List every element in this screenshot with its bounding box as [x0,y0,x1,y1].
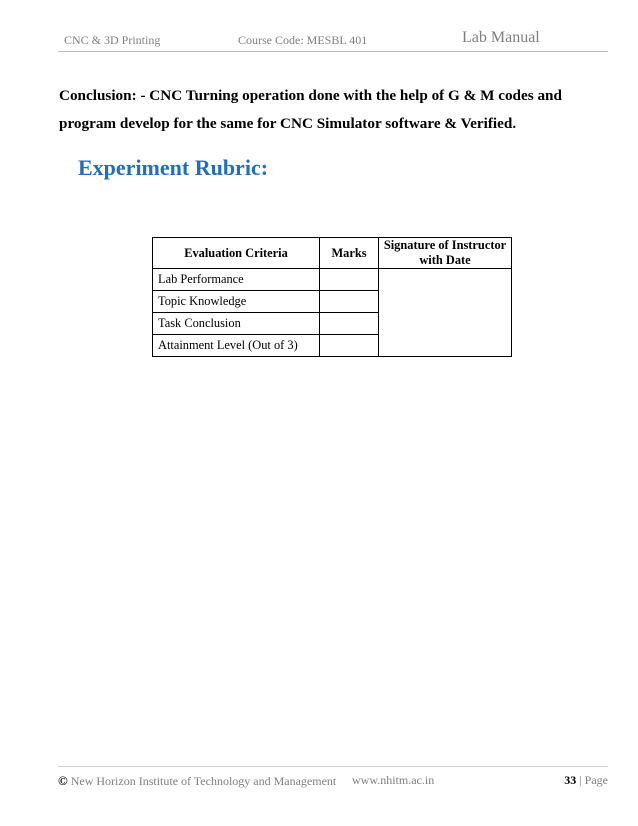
footer-website: www.nhitm.ac.in [352,773,435,787]
header-document-type: Lab Manual [462,29,540,46]
copyright-icon: © [58,773,68,788]
institute-name: New Horizon Institute of Technology and Management [70,774,337,788]
column-header-signature: Signature of Instructor with Date [379,238,512,269]
conclusion-text: Conclusion: - CNC Turning operation done with the help of G & M codes and program develop for the same for CNC Simulator software & Verified. [59,87,562,132]
criteria-cell: Lab Performance [153,269,320,291]
marks-cell [320,313,379,335]
marks-cell [320,291,379,313]
marks-cell [320,335,379,357]
header-course-code: Course Code: MESBL 401 [238,33,368,47]
rubric-heading: Experiment Rubric: [78,155,269,180]
criteria-cell: Topic Knowledge [153,291,320,313]
page-number: 33 [564,773,577,787]
column-header-marks: Marks [320,238,379,269]
criteria-cell: Attainment Level (Out of 3) [153,335,320,357]
marks-cell [320,269,379,291]
criteria-cell: Task Conclusion [153,313,320,335]
page-footer [58,766,608,795]
table-row [153,269,512,291]
column-header-criteria: Evaluation Criteria [153,238,320,269]
signature-cell [379,269,512,357]
footer-institute [58,773,336,789]
rubric-table [152,237,512,357]
footer-page [564,773,608,788]
page-header [58,29,608,52]
page-label: | Page [579,773,608,787]
header-subject: CNC & 3D Printing [64,33,161,47]
table-header-row [153,238,512,269]
